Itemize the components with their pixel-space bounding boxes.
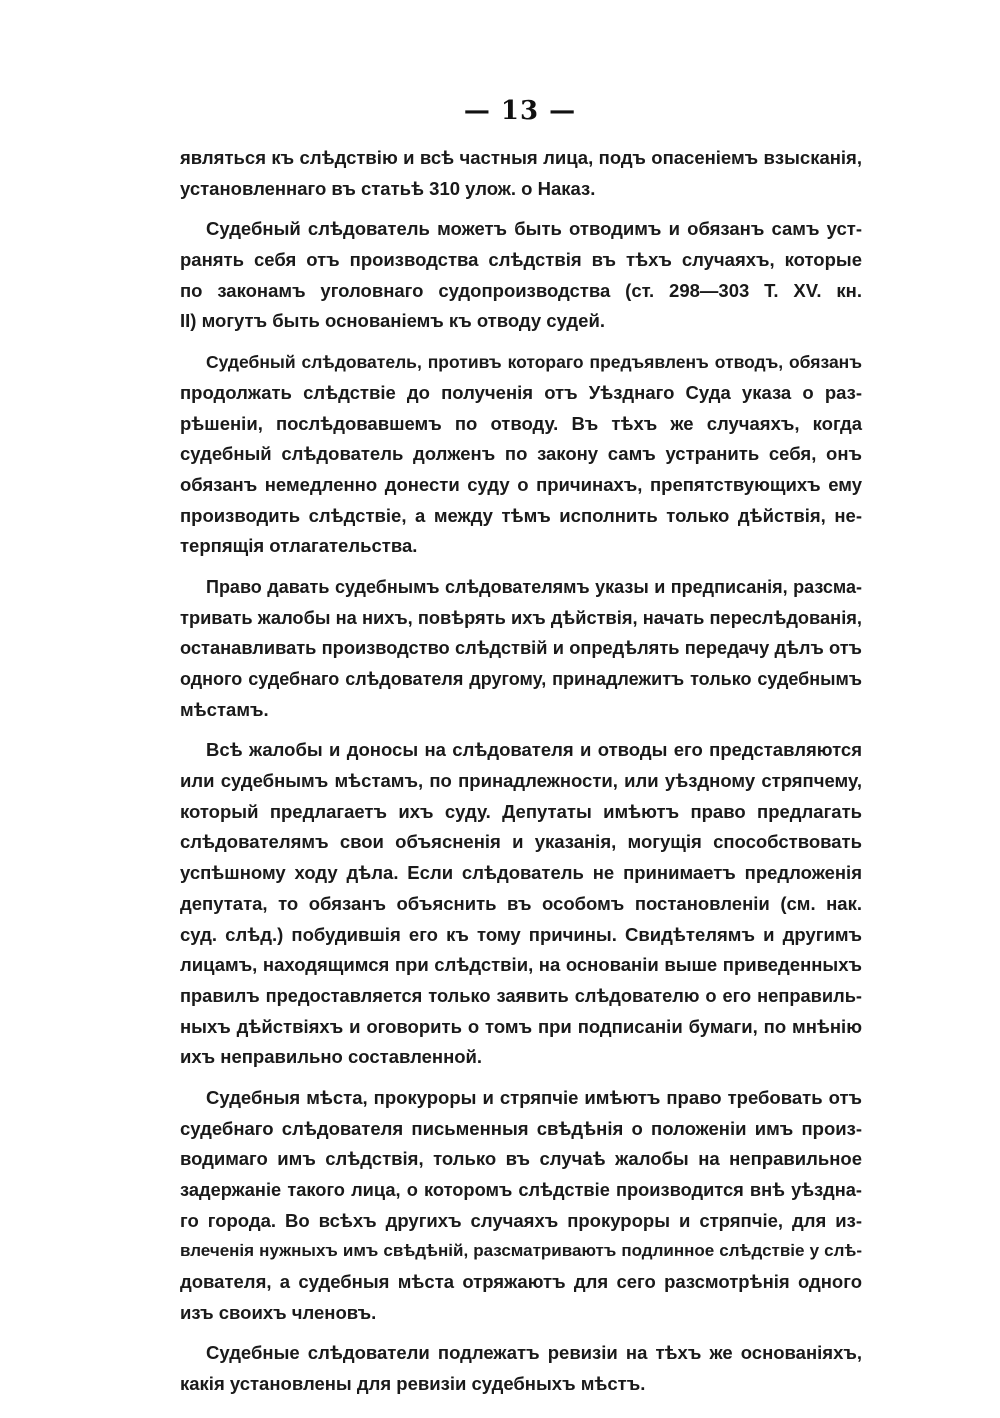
- page-text: [180, 143, 862, 1400]
- text-line: Судебныя мѣста, прокуроры и стряпчіе имѣютъ право требовать отъ: [206, 1086, 862, 1108]
- text-line: Судебный слѣдователь, противъ котораго предъявленъ отводъ, обязанъ: [206, 352, 862, 373]
- text-line: ихъ неправильно составленной.: [180, 1046, 483, 1068]
- text-line: производить слѣдствіе, а между тѣмъ исполнить только дѣйствія, не-: [180, 504, 862, 526]
- text-line: ранять себя отъ производства слѣдствія въ тѣхъ случаяхъ, которые: [180, 249, 862, 271]
- text-line: успѣшному ходу дѣла. Если слѣдователь не принимаетъ предложенія: [180, 862, 862, 884]
- paragraph: [180, 1338, 862, 1399]
- text-line: останавливать производство слѣдствій и опредѣлять передачу дѣлъ отъ: [180, 637, 862, 659]
- text-line: являться къ слѣдствію и всѣ частныя лица, подъ опасеніемъ взысканія,: [180, 147, 862, 168]
- text-line: влеченія нужныхъ имъ свѣдѣній, разсматриваютъ подлинное слѣдствіе у слѣ-: [180, 1241, 862, 1261]
- text-line: Право давать судебнымъ слѣдователямъ указы и предписанія, разсма-: [206, 576, 862, 597]
- paragraph: [180, 143, 862, 204]
- text-line: Судебные слѣдователи подлежатъ ревизіи на тѣхъ же основаніяхъ,: [206, 1342, 862, 1364]
- text-line: какія установлены для ревизіи судебныхъ мѣстъ.: [180, 1373, 646, 1395]
- paragraph: [180, 572, 862, 725]
- text-line: рѣшеніи, послѣдовавшемъ по отводу. Въ тѣхъ же случаяхъ, когда: [180, 412, 862, 434]
- text-line: водимаго имъ слѣдствія, только въ случаѣ жалобы на неправильное: [180, 1148, 862, 1170]
- text-line: суд. слѣд.) побудившія его къ тому причины. Свидѣтелямъ и другимъ: [180, 923, 862, 945]
- text-line: го города. Во всѣхъ другихъ случаяхъ прокуроры и стряпчіе, для из-: [180, 1209, 862, 1231]
- text-line: судебнаго слѣдователя письменныя свѣдѣнія о положеніи имъ произ-: [180, 1117, 862, 1139]
- text-line: слѣдователямъ свои объясненія и указанія, могущія способствовать: [180, 831, 862, 853]
- text-line: II) могутъ быть основаніемъ къ отводу судей.: [180, 310, 605, 332]
- page-number: — 13 —: [463, 96, 577, 126]
- paragraph: [180, 347, 862, 562]
- text-line: ныхъ дѣйствіяхъ и оговорить о томъ при подписаніи бумаги, по мнѣнію: [180, 1015, 862, 1037]
- text-line: дователя, а судебныя мѣста отряжаютъ для сего разсмотрѣнія одного: [180, 1271, 862, 1293]
- text-line: судебный слѣдователь долженъ по закону самъ устранить себя, онъ: [180, 443, 862, 465]
- text-line: лицамъ, находящимся при слѣдствіи, на основаніи выше приведенныхъ: [180, 954, 862, 976]
- text-line: Судебный слѣдователь можетъ быть отводимъ и обязанъ самъ уст-: [206, 218, 862, 240]
- text-line: задержаніе такого лица, о которомъ слѣдствіе производится внѣ уѣздна-: [180, 1179, 862, 1200]
- text-line: мѣстамъ.: [180, 698, 269, 720]
- paragraph: [180, 735, 862, 1073]
- text-line: одного судебнаго слѣдователя другому, принадлежитъ только судебнымъ: [180, 669, 862, 689]
- text-line: тривать жалобы на нихъ, повѣрять ихъ дѣйствія, начать переслѣдованія,: [180, 606, 862, 628]
- text-line: который предлагаетъ ихъ суду. Депутаты имѣютъ право предлагать: [180, 800, 862, 822]
- text-line: депутата, то обязанъ объяснить въ особомъ постановленіи (см. нак.: [180, 892, 862, 914]
- text-line: правилъ предоставляется только заявить слѣдователю о его неправиль-: [180, 984, 862, 1006]
- text-line: изъ своихъ членовъ.: [180, 1301, 377, 1323]
- text-line: продолжать слѣдствіе до полученія отъ Уѣзднаго Суда указа о раз-: [180, 381, 862, 403]
- text-line: установленнаго въ статьѣ 310 улож. о Наказ.: [180, 177, 596, 199]
- text-line: терпящія отлагательства.: [180, 535, 418, 557]
- paragraph: [180, 1083, 862, 1329]
- text-line: Всѣ жалобы и доносы на слѣдователя и отводы его представляются: [206, 739, 862, 761]
- text-line: обязанъ немедленно донести суду о причинахъ, препятствующихъ ему: [180, 473, 862, 495]
- paragraph: [180, 214, 862, 337]
- text-line: или судебнымъ мѣстамъ, по принадлежности, или уѣздному стряпчему,: [180, 770, 862, 792]
- text-line: по законамъ уголовнаго судопроизводства (ст. 298—303 Т. XV. кн.: [180, 279, 862, 301]
